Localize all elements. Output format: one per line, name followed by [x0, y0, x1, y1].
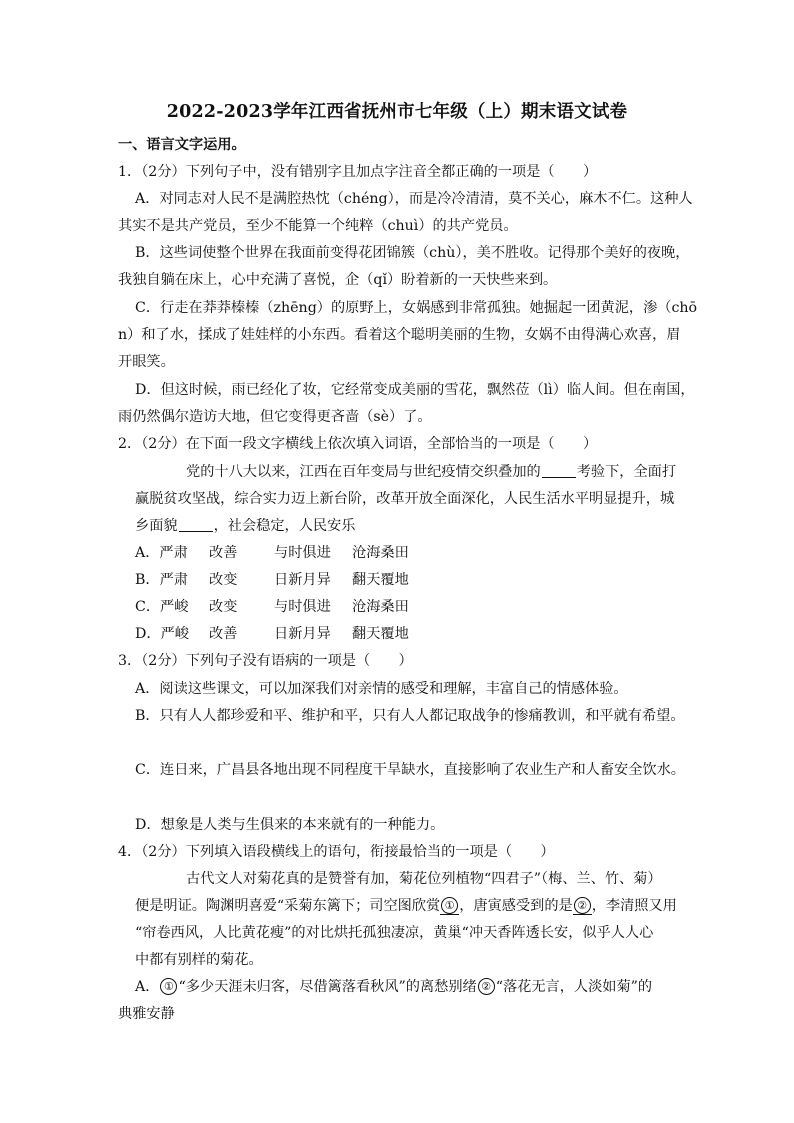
- q1-option-b-line2: 我独自躺在床上，心中充满了喜悦，企（qǐ）盼着新的一天快些来到。: [118, 272, 558, 288]
- circled-number-2: ②: [478, 978, 495, 995]
- q4-stem: 4．（2分）下列填入语段横线上的语句，衔接最恰当的一项是（ ）: [118, 844, 555, 860]
- q1-option-b-line1: B．这些词使整个世界在我面前变得花团锦簇（chù），美不胜收。记得那个美好的夜晚，: [135, 245, 690, 261]
- q2-passage-line3: [135, 516, 355, 536]
- option-cell: 翻天覆地: [352, 572, 409, 588]
- option-cell: A．严肃: [135, 545, 188, 561]
- option-text: “落花无言，人淡如菊”的: [495, 979, 653, 995]
- q2-passage-line1: [186, 462, 676, 482]
- q2-passage-text: 乡面貌: [135, 518, 178, 534]
- q1-option-d-line1: D．但这时候，雨已经化了妆，它经常变成美丽的雪花，飘然莅（lì）临人间。但在南国，: [135, 382, 695, 398]
- exam-title: 2022-2023学年江西省抚州市七年级（上）期末语文试卷: [166, 102, 628, 122]
- option-cell: C．严峻: [135, 599, 189, 615]
- q3-stem: 3．（2分）下列句子没有语病的一项是（ ）: [118, 653, 413, 669]
- option-cell: 与时俱进: [274, 545, 331, 561]
- option-label: A．: [135, 979, 160, 995]
- q1-option-a-line2: 其实不是共产党员，至少不能算一个纯粹（chuì）的共产党员。: [118, 218, 518, 234]
- q1-option-c-line3: 开眼笑。: [118, 354, 175, 370]
- q2-stem: 2．（2分）在下面一段文字横线上依次填入词语，全部恰当的一项是（ ）: [118, 436, 598, 452]
- circled-number-1: ①: [160, 978, 177, 995]
- circled-number-2: ②: [574, 897, 591, 914]
- q4-passage-line4: 中都有别样的菊花。: [135, 952, 263, 968]
- option-cell: 日新月异: [274, 626, 331, 642]
- option-cell: 改变: [209, 572, 238, 588]
- q2-option-a: [135, 543, 430, 563]
- q1-stem: 1．（2分）下列句子中，没有错别字且加点字注音全都正确的一项是（ ）: [118, 164, 598, 180]
- circled-number-1: ①: [441, 897, 458, 914]
- q3-option-a: A．阅读这些课文，可以加深我们对亲情的感受和理解，丰富自己的情感体验。: [135, 681, 628, 697]
- option-cell: 改变: [209, 599, 238, 615]
- option-cell: 翻天覆地: [352, 626, 409, 642]
- q2-option-c: [135, 597, 430, 617]
- q4-option-a-line1: [135, 977, 652, 997]
- q3-option-c: C．连日来，广昌县各地出现不同程度干旱缺水，直接影响了农业生产和人畜安全饮水。: [135, 762, 685, 778]
- q4-passage-text: 便是明证。陶渊明喜爱“采菊东篱下；司空图欣赏: [135, 898, 441, 914]
- q4-passage-line2: [135, 896, 677, 916]
- option-cell: 改善: [209, 545, 238, 561]
- option-cell: 改善: [209, 626, 238, 642]
- option-cell: 日新月异: [274, 572, 331, 588]
- option-cell: B．严肃: [135, 572, 188, 588]
- q4-passage-line1: 古代文人对菊花真的是赞誉有加，菊花位列植物“四君子”（梅、兰、竹、菊）: [186, 871, 662, 887]
- circled-blank-2: [573, 898, 592, 915]
- q1-option-d-line2: 雨仍然偶尔造访大地，但它变得更吝啬（sè）了。: [118, 409, 432, 425]
- q4-passage-text: ，李清照又用: [591, 898, 677, 914]
- option-text: “多少天涯未归客，尽借篱落看秋风”的离愁别绪: [178, 979, 477, 995]
- circled-blank-1: [440, 898, 459, 915]
- q2-passage-text: ，社会稳定，人民安乐: [213, 518, 356, 534]
- q2-option-d: [135, 624, 430, 644]
- option-cell: 沧海桑田: [352, 599, 409, 615]
- section-heading: 一、语言文字运用。: [118, 137, 246, 153]
- q2-passage-text: 考验下，全面打: [576, 464, 677, 480]
- q4-passage-text: ，唐寅感受到的是: [459, 898, 573, 914]
- q2-passage-line2: 赢脱贫攻坚战，综合实力迈上新台阶，改革开放全面深化，人民生活水平明显提升，城: [135, 491, 675, 507]
- q3-option-d: D．想象是人类与生俱来的本来就有的一种能力。: [135, 817, 445, 833]
- option-cell: 与时俱进: [274, 599, 331, 615]
- fill-blank: [542, 463, 576, 478]
- fill-blank: [179, 517, 213, 532]
- q2-option-b: [135, 570, 430, 590]
- q1-option-c-line2: n）和了水，揉成了娃娃样的小东西。看着这个聪明美丽的生物，女娲不由得满心欢喜，眉: [118, 327, 681, 343]
- q4-passage-line3: “帘卷西风，人比黄花瘦”的对比烘托孤独凄凉，黄巢“冲天香阵透长安，似乎人人心: [135, 925, 654, 941]
- q3-option-b: B．只有人人都珍爱和平、维护和平，只有人人都记取战争的惨痛教训，和平就有希望。: [135, 708, 685, 724]
- option-cell: 沧海桑田: [352, 545, 409, 561]
- q4-option-a-line2: 典雅安静: [118, 1006, 175, 1022]
- q1-option-c-line1: C．行走在莽莽榛榛（zhēng）的原野上，女娲感到非常孤独。她掘起一团黄泥，渗（chō: [135, 300, 698, 316]
- q2-passage-text: 党的十八大以来，江西在百年变局与世纪疫情交织叠加的: [186, 464, 541, 480]
- q1-option-a-line1: A．对同志对人民不是满腔热忱（chéng），而是冷冷清清，莫不关心，麻木不仁。这种人: [135, 191, 693, 207]
- option-cell: D．严峻: [135, 626, 189, 642]
